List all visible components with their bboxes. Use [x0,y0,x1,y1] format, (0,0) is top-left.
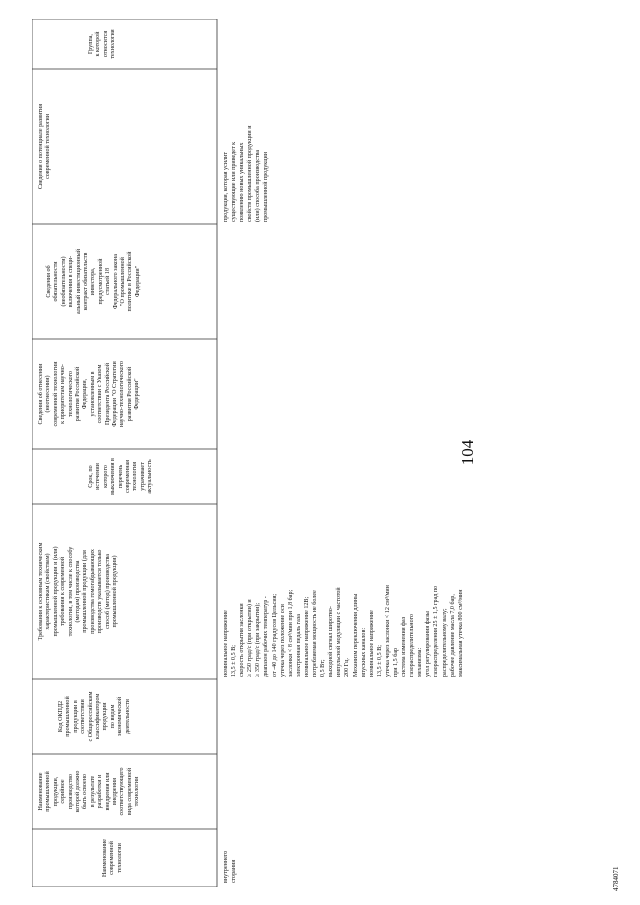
header-col1-line: технологии [116,843,123,873]
row-requirements [222,505,465,677]
header-col9-line: Группа, [88,34,94,54]
header-col4-line: требования к современной [60,556,67,627]
header-col6-line: (неотнесении) [45,375,52,413]
header-col8-line: современной технологии [45,114,52,179]
header-col7-line: контракт обязательств [83,252,90,311]
header-col4-line: характеристикам (свойствам) [45,553,52,630]
row-col4-line: выходной сигнал широтно- [328,606,335,677]
header-col7-line: политике в Российской [127,251,134,312]
row-col8-line: существующие или приведет к [231,141,238,222]
document-id: 4784071 [612,866,620,891]
header-col7-line: Федерации" [134,265,141,298]
header-col2-line: быть освоено [82,773,89,810]
header-col6-line: соответствии с Указом [97,364,104,424]
header-col7-line: Сведения об [46,265,52,298]
header-col3-line: продукции в [72,700,79,733]
row-col4-line: 13,5 ± 0,5 В; [231,645,238,677]
header-col2-line: технологии [134,776,141,807]
header-col6-line: установленным в [89,371,96,417]
header-relevance-term [86,449,157,504]
header-col7-line: предусмотренной [97,258,104,305]
row-col4-line: потребляемая мощность не более [312,590,319,677]
header-col2-line: серийное [60,779,67,804]
header-technology-name [100,829,126,887]
header-col6-line: развития Российской [75,366,82,422]
header-col6-line: технологического [67,370,74,418]
header-col5-line: утрачивает [139,462,146,491]
row-col4-line: номинальное напряжение [223,610,229,677]
row-col4-line: номинальное напряжение 12В; [303,596,310,677]
row-col4-line: Механизм переключения длины [352,593,359,677]
header-col6-line: Сведения об отнесении [38,363,44,425]
row-col4-line: максимальная утечка 800 см³/мин [457,589,464,677]
header-col2-line: разработки и [97,774,104,809]
row-col4-line: диапазон рабочих температур - [263,596,270,677]
header-col6-line: современной технологии [52,361,59,427]
header-col2-line: производство [67,773,74,810]
header-col4-line: (методам) производства [75,560,82,623]
row-col4-line: механизма: [417,647,424,677]
row-col4-line: утечка через положение оси [279,604,286,677]
row-col8-line: промышленной продукции [263,151,270,222]
header-col3-line: по видам [109,704,116,729]
row-col4-line: номинальное напряжение [368,610,375,677]
header-okpd2-code [56,679,134,754]
row-development-potential [222,62,271,222]
header-col2-line: соответствующего [119,767,126,816]
header-col2-line: внедрения или [104,772,111,811]
header-col4-line: производства гомогабдывающих [89,549,96,634]
header-product-name [36,754,144,829]
header-col4-line: технологии, в том числе к способу [67,546,74,637]
header-col4-line: промышленной продукции) [112,555,119,628]
header-col4-line: Требования к основным техническим [38,542,44,641]
header-priority-relation [36,339,144,449]
row-col4-line: система изменения фаз [401,616,408,677]
header-col7-line: обязательности [53,261,60,302]
header-investment-contract [44,224,144,339]
header-col6-line: Федерации, [82,378,89,410]
header-col5-line: выключения в [110,458,117,495]
header-development-potential [36,69,55,224]
row-col4-line: при 1,5 бар [392,647,399,677]
row-col1-line: внутреннего [223,850,229,883]
header-col3-line: соответствии [80,699,87,734]
row-col4-line: заслонки < 8 см³/мин при 1,8 бар; [287,589,294,677]
header-col3-line: промышленной [65,696,72,737]
header-requirements [36,504,121,679]
header-col7-line: альный инвестиционный [75,249,82,315]
header-col2-line: в результате [89,775,96,808]
row-col8-line: свойств промышленной продукции и [247,125,254,222]
header-col2-line: вида современной [126,767,133,816]
row-col4-line: газораспределительного [409,613,416,677]
header-col2-line: промышленной [45,771,52,812]
row-col4-line: 0,5 Вт; [320,659,327,677]
header-col2-line: Наименование [38,772,44,811]
header-col4-line: промышленной продукции (для [82,550,89,633]
row-col4-line: ≥ 250 град/с (при открытии) и [247,599,254,677]
header-col7-line: Федерального закона [112,254,119,309]
row-col4-line: впускных каналов: [360,627,367,677]
header-col2-line: внедрения [112,778,119,805]
row-col4-line: 13,5 ± 0,5 В; [376,645,383,677]
header-col3-line: Код ОКПД2 [58,700,64,733]
header-col3-line: с Общероссийским [87,691,94,742]
row-col4-line: ≥ 350 град/с (при закрытии); [255,602,262,677]
header-technology-group [86,19,120,69]
header-col5-line: Срок, по [88,465,94,488]
header-col5-line: технология [132,461,139,492]
header-col3-line: деятельности [124,699,131,734]
row-col4-line: рабочее давление масла 7,0 бар, [449,594,456,677]
header-col5-line: которого [102,465,109,488]
header-col9-line: технология [110,29,117,59]
row-col8-line: появлению новых уникальных [239,142,246,222]
header-col9-line: относится [102,30,109,58]
header-col7-line: включения в специ- [68,255,75,308]
header-col6-line: научно-технологического [119,360,126,428]
row-col1-line: сгорания [231,859,238,883]
row-technology-name [222,827,238,883]
header-col7-line: статьей 18 [105,268,112,296]
header-col6-line: Федерации" [134,378,141,410]
row-col4-line: распределительному валу; [441,608,448,677]
header-col7-line: инвестора, [90,267,97,296]
header-col3-line: классификатором [95,693,102,740]
row-col4-line: импульсной модуляции с частотой [336,587,343,677]
row-col4-line: утечка через заслонки < 12 см³/мин [384,585,391,677]
page-number: 104 [458,439,477,466]
header-col5-line: истечении [95,463,102,490]
row-col8-line: (или) способа производства [255,149,262,222]
header-col7-line: "О промышленной [120,257,127,306]
header-col7-line: (необязательности) [60,256,67,307]
header-col9-line: к которой [95,31,102,57]
row-col4-line: от -40 до 140 градусов Цельсия; [271,593,278,677]
header-col8-line: Сведения о потенциале развития [38,103,44,190]
header-col6-line: Президента Российской [104,363,111,425]
row-col4-line: скорость открытия заслонки [239,603,246,677]
header-col1-line: Наименование [102,839,108,877]
header-col1-line: современной [109,841,116,875]
header-col5-line: перечень [117,464,124,489]
row-col4-line: 200 Гц. [344,658,351,677]
header-col4-line: способ (метод) производства [104,554,111,629]
row-col8-line: продукция, которая усилит [223,152,229,222]
header-col6-line: к приоритетам научно- [60,364,67,424]
header-col5-line: современная [125,460,132,493]
row-col4-line: газораспределения 25 ± 1,5 град по [433,585,440,677]
header-col6-line: развития Российской [126,366,133,422]
header-col4-line: промышленной продукции и (или) [52,546,59,637]
header-col6-line: Федерации "О Стратегии [112,361,119,427]
header-col4-line: производств указывается только [97,549,104,634]
header-col2-line: продукции, [52,776,59,807]
header-col5-line: актуальность [147,459,154,494]
row-col4-line: электронная педаль газа [295,614,302,677]
row-col4-line: угол регулирования фазы [425,611,432,677]
header-col2-line: которой должно [75,770,82,813]
header-col3-line: экономической [117,696,124,737]
header-col3-line: продукции [102,702,109,731]
